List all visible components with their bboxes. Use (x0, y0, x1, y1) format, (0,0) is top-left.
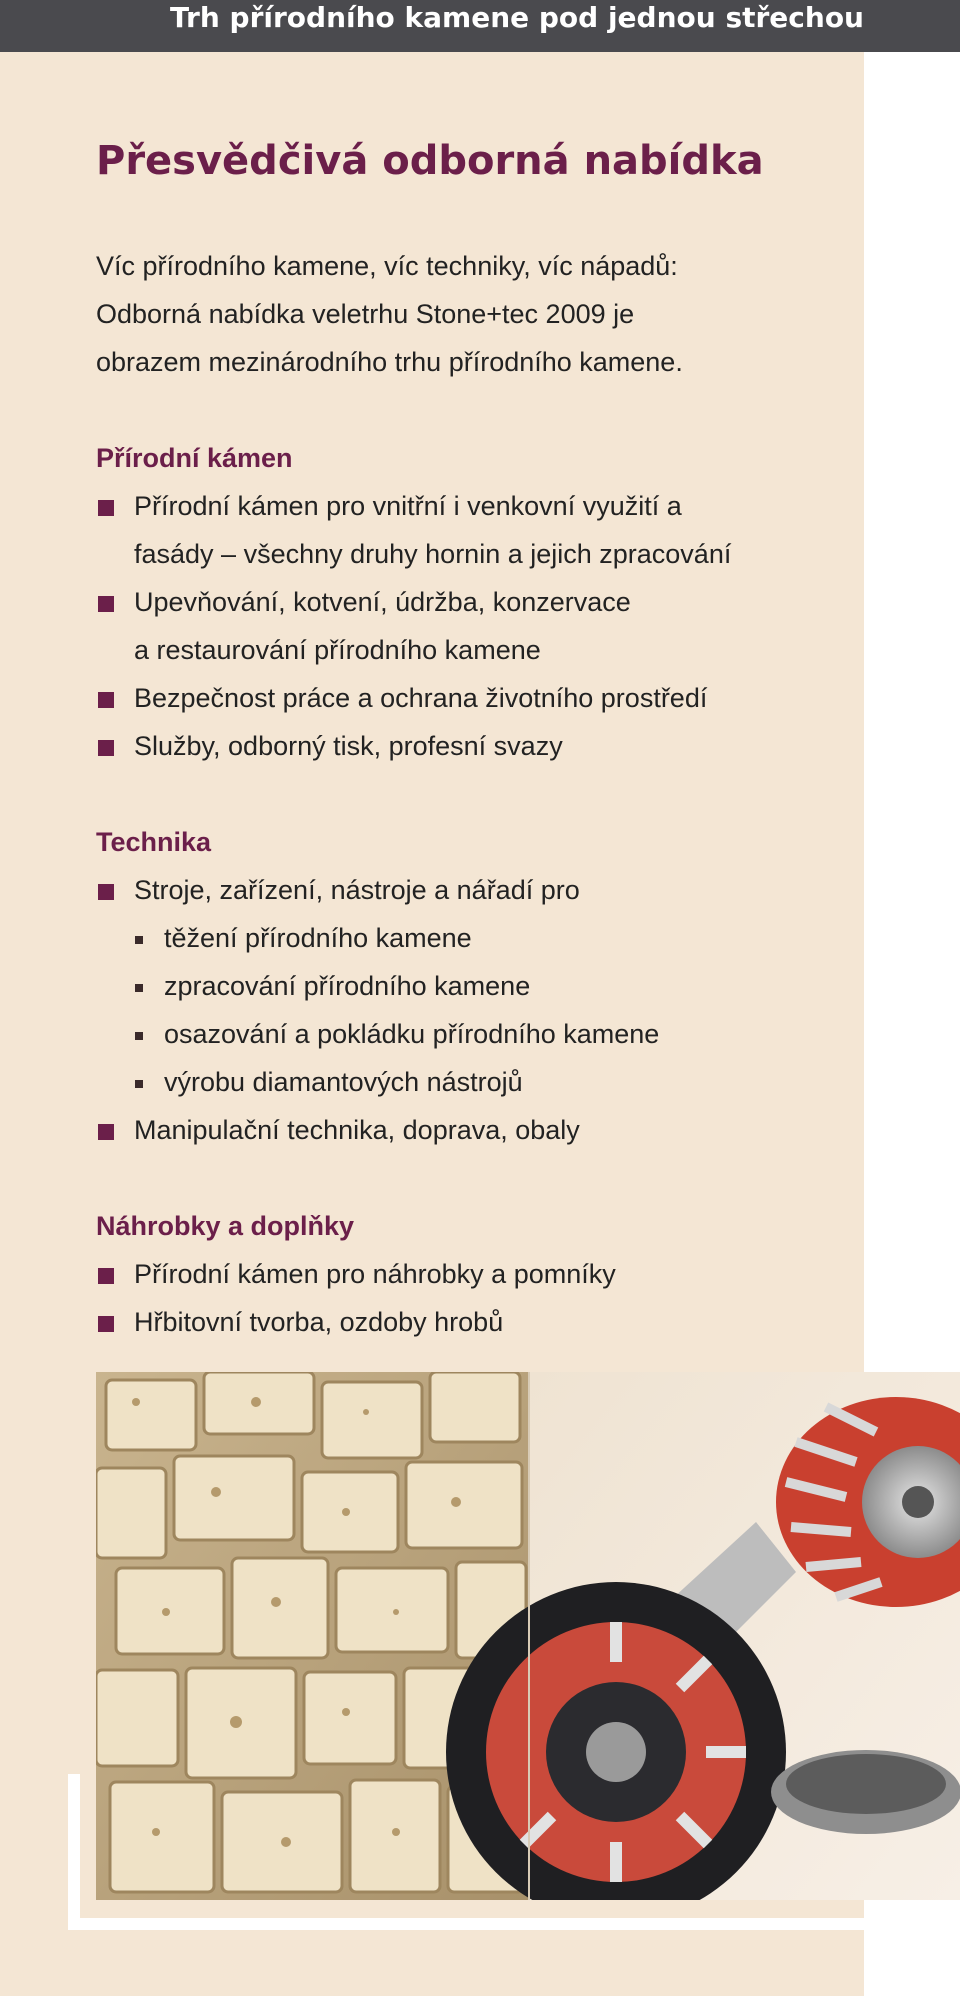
sub-list-item (96, 1010, 856, 1058)
section-title: Přírodní kámen (96, 443, 293, 473)
small-square-bullet-icon (135, 1080, 143, 1088)
item-text: Upevňování, kotvení, údržba, konzervace (134, 587, 631, 617)
item-text: fasády – všechny druhy hornin a jejich zpracování (134, 539, 732, 569)
item-text: Přírodní kámen pro náhrobky a pomníky (134, 1259, 616, 1289)
square-bullet-icon (98, 500, 114, 516)
item-text: Manipulační technika, doprava, obaly (134, 1115, 580, 1145)
list-item (96, 722, 856, 770)
list-item (96, 866, 856, 914)
square-bullet-icon (98, 1268, 114, 1284)
square-bullet-icon (98, 884, 114, 900)
bullet-list (96, 866, 856, 1154)
header-title: Trh přírodního kamene pod jednou střechou (170, 1, 864, 34)
list-item (96, 1106, 856, 1154)
item-text: Přírodní kámen pro vnitřní i venkovní využití a (134, 491, 682, 521)
list-item (96, 1298, 856, 1346)
sub-list-item (96, 914, 856, 962)
small-square-bullet-icon (135, 1032, 143, 1040)
item-text: Stroje, zařízení, nástroje a nářadí pro (134, 875, 580, 905)
section-natural-stone (96, 434, 856, 770)
bullet-list (96, 482, 856, 770)
photo-strip (96, 1372, 960, 1900)
item-text: Služby, odborný tisk, profesní svazy (134, 731, 563, 761)
item-text: osazování a pokládku přírodního kamene (164, 1019, 660, 1049)
small-square-bullet-icon (135, 984, 143, 992)
section-technology (96, 818, 856, 1154)
frame-line (68, 1774, 80, 1930)
item-text: těžení přírodního kamene (164, 923, 472, 953)
square-bullet-icon (98, 1316, 114, 1332)
intro-line: Víc přírodního kamene, víc techniky, víc nápadů: (96, 251, 678, 281)
intro-line: obrazem mezinárodního trhu přírodního kamene. (96, 347, 683, 377)
bullet-list (96, 1250, 856, 1346)
square-bullet-icon (98, 1124, 114, 1140)
section-tombstones (96, 1202, 856, 1346)
intro-paragraph (96, 242, 856, 386)
frame-line (68, 1918, 864, 1930)
section-title: Technika (96, 827, 212, 857)
page-header (0, 0, 960, 52)
page-title: Přesvědčivá odborná nabídka (96, 138, 764, 184)
small-square-bullet-icon (135, 936, 143, 944)
sub-list-item (96, 962, 856, 1010)
sub-list-item (96, 1058, 856, 1106)
list-item (96, 578, 856, 674)
section-title: Náhrobky a doplňky (96, 1211, 355, 1241)
square-bullet-icon (98, 740, 114, 756)
item-text: Hřbitovní tvorba, ozdoby hrobů (134, 1307, 504, 1337)
item-text: a restaurování přírodního kamene (134, 635, 541, 665)
item-text: výrobu diamantových nástrojů (164, 1067, 523, 1097)
intro-line: Odborná nabídka veletrhu Stone+tec 2009 je (96, 299, 635, 329)
main-content (96, 52, 856, 1346)
item-text: zpracování přírodního kamene (164, 971, 531, 1001)
list-item (96, 1250, 856, 1298)
list-item (96, 674, 856, 722)
item-text: Bezpečnost práce a ochrana životního prostředí (134, 683, 708, 713)
square-bullet-icon (98, 596, 114, 612)
square-bullet-icon (98, 692, 114, 708)
list-item (96, 482, 856, 578)
